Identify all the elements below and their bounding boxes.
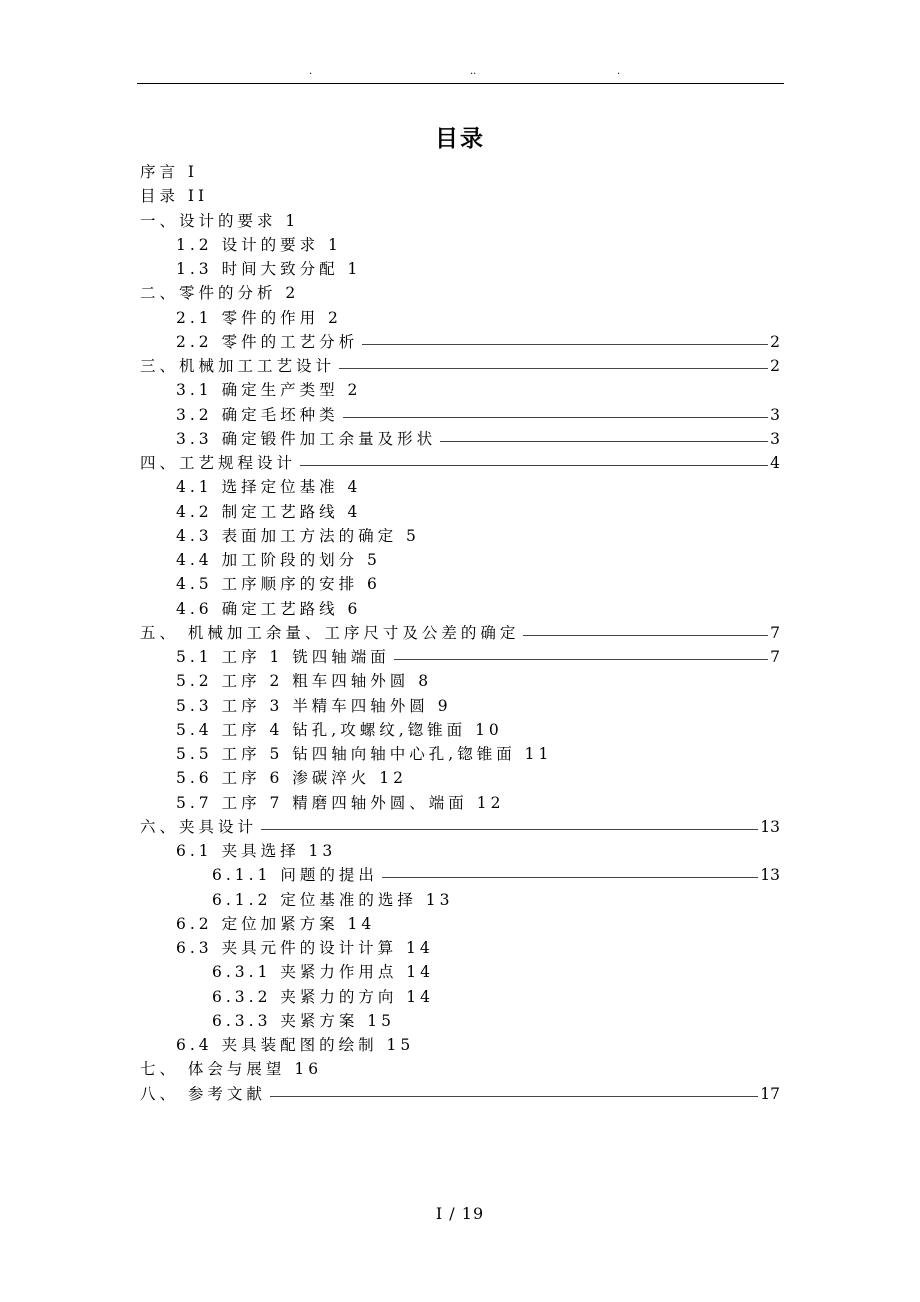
- toc-entry-title: 二、零件的分析 2: [140, 284, 300, 303]
- toc-entry[interactable]: [140, 1057, 780, 1081]
- toc-entry[interactable]: [140, 330, 780, 354]
- toc-page-number: 4: [770, 454, 780, 472]
- header-mark: .: [617, 66, 621, 77]
- toc-entry[interactable]: [140, 354, 780, 378]
- toc-leader: [440, 427, 768, 442]
- header-marks: [137, 66, 784, 80]
- toc-leader: [382, 863, 758, 878]
- header-mark: ..: [470, 66, 477, 77]
- toc-entry[interactable]: [140, 1009, 780, 1033]
- toc-leader: [261, 815, 758, 830]
- toc-page-number: 7: [770, 623, 780, 642]
- toc-entry[interactable]: [140, 766, 780, 790]
- toc-entry-title: 6.3.1 夹紧力作用点 14: [212, 963, 435, 982]
- toc-entry[interactable]: [140, 1033, 780, 1057]
- toc-leader: [270, 1082, 758, 1097]
- header-rule: [137, 83, 784, 84]
- toc-entry[interactable]: [140, 403, 780, 427]
- toc-entry-title: 6.1 夹具选择 13: [176, 842, 337, 860]
- toc-entry[interactable]: [140, 233, 780, 257]
- toc-entry[interactable]: [140, 427, 780, 451]
- toc-entry-title: 4.4 加工阶段的划分 5: [176, 551, 381, 569]
- toc-leader: [523, 621, 768, 636]
- toc-entry-title: 八、 参考文献: [140, 1084, 266, 1103]
- toc-entry-title: 4.1 选择定位基准 4: [176, 478, 362, 497]
- toc-page-number: 13: [760, 817, 780, 836]
- toc-entry-title: 2.2 零件的工艺分析: [176, 332, 359, 351]
- toc-leader: [362, 330, 768, 345]
- page-number: I / 19: [435, 1204, 485, 1223]
- toc-entry[interactable]: [140, 985, 780, 1009]
- toc-entry-title: 5.3 工序 3 半精车四轴外圆 9: [176, 696, 452, 715]
- toc-entry[interactable]: [140, 548, 780, 572]
- toc-page-number: 13: [760, 866, 780, 885]
- toc-entry[interactable]: [140, 815, 780, 839]
- toc-entry[interactable]: [140, 742, 780, 766]
- toc-entry[interactable]: [140, 451, 780, 475]
- toc-entry-title: 5.5 工序 5 钻四轴向轴中心孔,锪锥面 11: [176, 745, 553, 763]
- toc-entry-title: 三、机械加工工艺设计: [140, 357, 336, 375]
- toc-page-number: 2: [770, 332, 780, 351]
- toc-entry[interactable]: [140, 281, 780, 305]
- toc-entry-title: 5.4 工序 4 钻孔,攻螺纹,锪锥面 10: [176, 720, 503, 739]
- toc-page-number: 3: [770, 405, 780, 424]
- toc-page-number: 2: [770, 357, 780, 375]
- toc-entry-title: 4.6 确定工艺路线 6: [176, 599, 362, 618]
- toc-entry-title: 六、夹具设计: [140, 817, 258, 836]
- toc-entry[interactable]: [140, 645, 780, 669]
- toc-entry[interactable]: [140, 718, 780, 742]
- toc-page-number: 3: [770, 429, 780, 448]
- toc-entry-title: 6.1.1 问题的提出: [212, 866, 378, 885]
- toc-page-number: 7: [770, 648, 780, 666]
- toc-entry-title: 4.2 制定工艺路线 4: [176, 502, 362, 521]
- toc-entry[interactable]: [140, 597, 780, 621]
- toc-leader: [394, 645, 768, 660]
- toc-entry[interactable]: [140, 209, 780, 233]
- toc-entry-title: 目录 II: [140, 187, 209, 206]
- toc-entry-title: 四、工艺规程设计: [140, 454, 297, 472]
- toc-entry-title: 3.3 确定锻件加工余量及形状: [176, 429, 437, 448]
- toc-entry[interactable]: [140, 475, 780, 499]
- toc-entry-title: 1.2 设计的要求 1: [176, 235, 342, 254]
- toc-entry-title: 6.1.2 定位基准的选择 13: [212, 890, 454, 909]
- toc-entry-title: 3.1 确定生产类型 2: [176, 381, 362, 400]
- toc-entry-title: 6.3.3 夹紧方案 15: [212, 1011, 396, 1030]
- toc-entry[interactable]: [140, 1082, 780, 1106]
- toc-entry-title: 3.2 确定毛坯种类: [176, 405, 339, 424]
- toc-entry[interactable]: [140, 863, 780, 887]
- toc-entry-title: 6.3.2 夹紧力的方向 14: [212, 987, 435, 1006]
- toc-entry[interactable]: [140, 572, 780, 596]
- toc-entry[interactable]: [140, 839, 780, 863]
- toc-entry-title: 五、 机械加工余量、工序尺寸及公差的确定: [140, 623, 520, 642]
- toc-leader: [339, 354, 768, 369]
- toc-entry[interactable]: [140, 378, 780, 402]
- toc-entry-title: 4.3 表面加工方法的确定 5: [176, 526, 420, 545]
- toc-entry[interactable]: [140, 694, 780, 718]
- toc-entry-title: 1.3 时间大致分配 1: [176, 260, 362, 278]
- toc-entry-title: 5.7 工序 7 精磨四轴外圆、端面 12: [176, 793, 505, 812]
- toc-entry-title: 5.2 工序 2 粗车四轴外圆 8: [176, 672, 433, 691]
- header-mark: .: [309, 66, 313, 77]
- toc-entry-title: 5.1 工序 1 铣四轴端面: [176, 648, 390, 666]
- toc-entry-title: 七、 体会与展望 16: [140, 1060, 323, 1079]
- toc-entry[interactable]: [140, 524, 780, 548]
- toc-entry[interactable]: [140, 912, 780, 936]
- toc-entry-title: 4.5 工序顺序的安排 6: [176, 575, 381, 594]
- toc-entry[interactable]: [140, 960, 780, 984]
- toc-entry-title: 6.2 定位加紧方案 14: [176, 914, 376, 933]
- toc-page-number: 17: [760, 1084, 780, 1103]
- toc-entry-title: 6.4 夹具装配图的绘制 15: [176, 1036, 415, 1054]
- toc-entry[interactable]: [140, 184, 780, 208]
- toc-entry[interactable]: [140, 257, 780, 281]
- toc-leader: [300, 451, 768, 466]
- toc-entry[interactable]: [140, 888, 780, 912]
- toc-entry[interactable]: [140, 306, 780, 330]
- toc-entry[interactable]: [140, 669, 780, 693]
- toc-entry[interactable]: [140, 621, 780, 645]
- toc-entry-title: 一、设计的要求 1: [140, 211, 300, 230]
- toc-entry-title: 2.1 零件的作用 2: [176, 308, 342, 327]
- toc-leader: [343, 403, 769, 418]
- page-title: 目录: [435, 126, 485, 152]
- toc-entry[interactable]: [140, 791, 780, 815]
- toc-entry[interactable]: [140, 936, 780, 960]
- toc-entry-title: 6.3 夹具元件的设计计算 14: [176, 939, 434, 957]
- toc-entry[interactable]: [140, 160, 780, 184]
- toc-entry[interactable]: [140, 500, 780, 524]
- toc-entry-title: 序言 I: [140, 163, 199, 181]
- toc-entry-title: 5.6 工序 6 渗碳淬火 12: [176, 769, 407, 788]
